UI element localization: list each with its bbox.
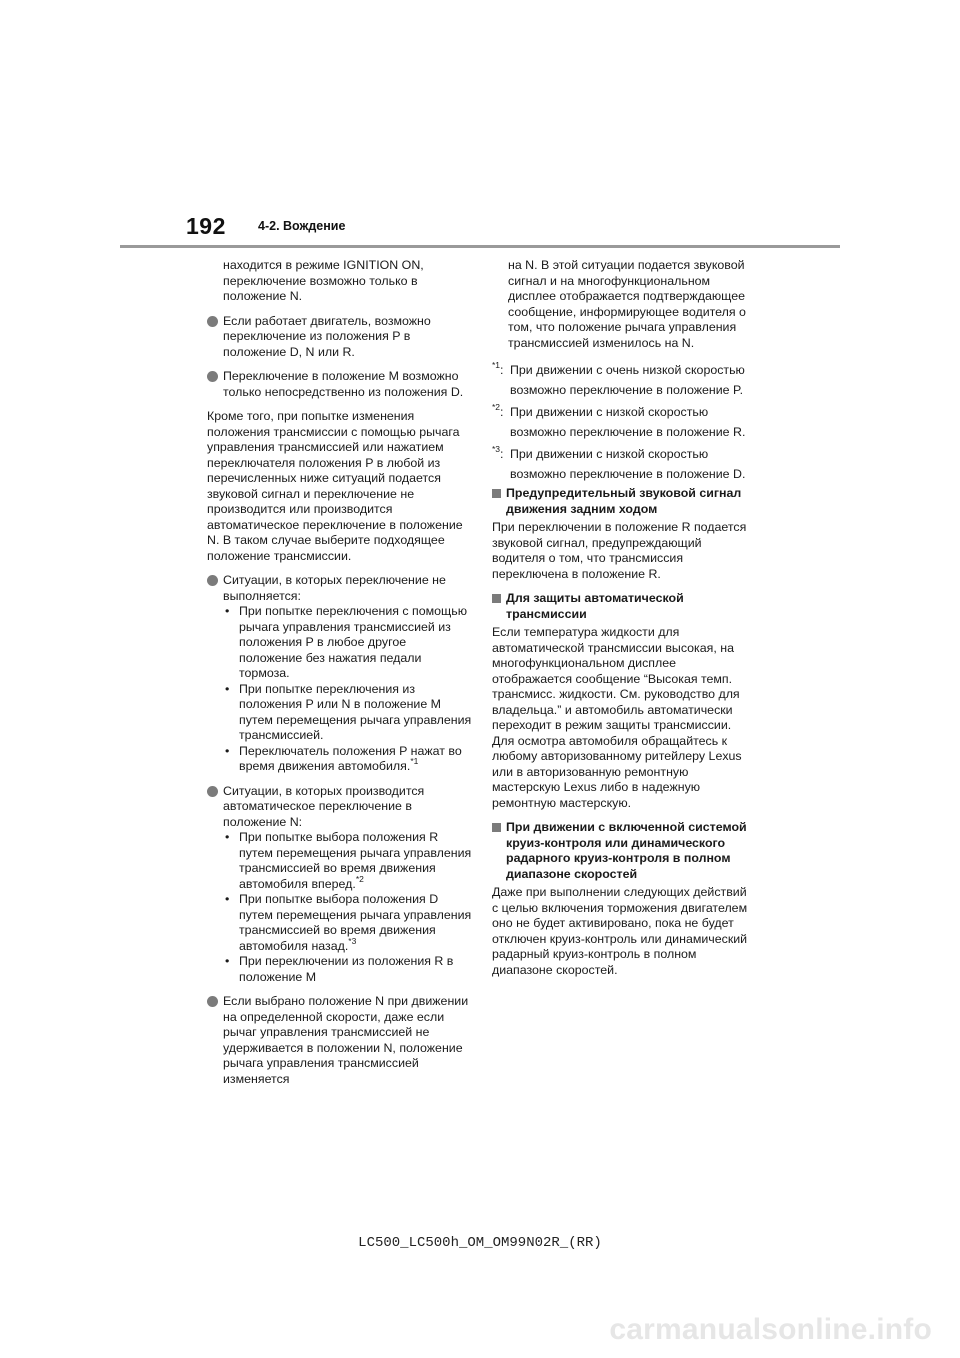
sub-item-text: При переключении из положения R в положение M <box>239 954 454 984</box>
sub-list-item <box>223 830 472 892</box>
bullet-dot-icon <box>207 786 218 797</box>
transmission-protection-body: Если температура жидкости для автоматической трансмиссии высокая, на многофункциональном дисплее отображается сообщение “Высокая темп. трансмисс. жидкости. См. руководство для владельца.” и автомобиль автоматически переходит в режим защиты трансмиссии. Для осмотра автомобиля обращайтесь к любому авторизованному ритейлеру Lexus или в авторизованную ремонтную мастерскую Lexus либо в надежную ремонтную мастерскую. <box>492 625 742 810</box>
cruise-control-body: Даже при выполнении следующих действий с целью включения торможения двигателем оно не будет активировано, пока не будет отключен круиз-контроль или динамический радарный круиз-контроль в полном диапазоне скоростей. <box>492 885 748 977</box>
reverse-warning-body: При переключении в положение R подается звуковой сигнал, предупреждающий водителя о том, что трансмиссия переключена в положение R. <box>492 520 747 581</box>
intro-text: находится в режиме IGNITION ON, переключение возможно только в положение N. <box>223 258 424 303</box>
right-column <box>492 258 754 978</box>
footnote-text: При движении с низкой скоростью возможно переключение в положение R. <box>510 405 746 439</box>
bullet-dot-icon <box>207 316 218 327</box>
footnote-text: При движении с низкой скоростью возможно переключение в положение D. <box>510 447 746 481</box>
reverse-warning-heading: Предупредительный звуковой сигнал движения задним ходом <box>492 486 754 517</box>
left-column <box>207 258 472 1096</box>
footnote-label: $^{*1}$: <box>492 360 504 377</box>
bullet-no-shift-situations <box>207 573 472 775</box>
sub-item-text: При попытке переключения с помощью рычага управления трансмиссией из положения P в любое другое положение без нажатия педали тормоза. <box>239 604 467 680</box>
footnote-ref: *3 <box>348 935 357 946</box>
document-code-footer: LC500_LC500h_OM_OM99N02R_(RR) <box>358 1235 602 1251</box>
bullet-text: Переключение в положение M возможно только непосредственно из положения D. <box>223 369 464 399</box>
sub-list-item <box>223 604 472 682</box>
bullet-dot-icon <box>207 575 218 586</box>
footnote-1 <box>492 360 754 400</box>
square-bullet-icon <box>492 823 501 832</box>
site-watermark: carmanualsonline.info <box>609 1313 932 1346</box>
page-number: 192 <box>186 213 226 239</box>
sub-bullet-icon: • <box>225 892 230 906</box>
bullet-engine-running <box>207 314 472 361</box>
square-bullet-icon <box>492 489 501 498</box>
sub-bullet-icon: • <box>225 681 230 696</box>
cruise-control-heading: При движении с включенной системой круиз-контроля или динамического радарного круиз-контроля в полном диапазоне скоростей <box>492 820 754 882</box>
continuation-text: на N. В этой ситуации подается звуковой сигнал и на многофункциональном дисплее отображается подтверждающее сообщение, информирующее водителя о том, что положение рычага управления трансмиссией изменилось на N. <box>508 258 746 350</box>
bullet-title: Ситуации, в которых переключение не выполняется: <box>223 573 446 603</box>
footnote-label: $^{*3}$: <box>492 444 504 461</box>
bullet-title: Ситуации, в которых производится автоматическое переключение в положение N: <box>223 783 425 829</box>
sub-list-item <box>223 954 472 985</box>
sub-bullet-icon: • <box>225 954 230 968</box>
footnote-ref: *2 <box>355 873 364 884</box>
footnote-3 <box>492 444 754 484</box>
bullet-auto-n-situations <box>207 784 472 986</box>
sub-bullet-icon: • <box>225 604 230 618</box>
sub-bullet-icon: • <box>225 743 230 758</box>
transmission-protection-heading: Для защиты автоматической трансмиссии <box>492 591 754 622</box>
bullet-dot-icon <box>207 996 218 1007</box>
sub-item-text: При попытке выбора положения D путем перемещения рычага управления трансмиссией во время движения автомобиля назад. <box>239 892 472 953</box>
sub-list-item <box>223 682 472 744</box>
bullet-text: Если выбрано положение N при движении на определенной скорости, даже если рычаг управления трансмиссией не удерживается в положении N, положение рычага управления трансмиссией изменяется <box>223 994 469 1086</box>
sub-item-text: Переключатель положения P нажат во время движения автомобиля. <box>239 743 462 773</box>
bullet-n-at-speed <box>207 994 472 1087</box>
bullet-text: Если работает двигатель, возможно переключение из положения P в положение D, N или R. <box>223 313 431 359</box>
body-paragraph: Кроме того, при попытке изменения положения трансмиссии с помощью рычага управления трансмиссией или нажатием переключателя положения P в любой из перечисленных ниже ситуаций подается звуковой сигнал и переключение не производится или производится автоматическое переключение в положение N. В таком случае выберите подходящее положение трансмиссии. <box>207 409 463 563</box>
footnote-label: $^{*2}$: <box>492 402 504 419</box>
sub-item-text: При попытке выбора положения R путем перемещения рычага управления трансмиссией во время движения автомобиля вперед. <box>239 830 472 891</box>
sub-bullet-icon: • <box>225 830 230 844</box>
sub-item-text: При попытке переключения из положения P или N в положение M путем перемещения рычага управления трансмиссией. <box>239 681 472 742</box>
footnote-ref: *1 <box>410 756 419 766</box>
bullet-m-position <box>207 369 472 400</box>
sub-list-item <box>223 892 472 954</box>
bullet-dot-icon <box>207 371 218 382</box>
sub-list-item <box>223 744 472 775</box>
footnote-2 <box>492 402 754 442</box>
header-divider <box>120 245 840 248</box>
section-title: 4-2. Вождение <box>258 219 346 233</box>
square-bullet-icon <box>492 594 501 603</box>
footnote-text: При движении с очень низкой скоростью возможно переключение в положение P. <box>510 363 745 397</box>
